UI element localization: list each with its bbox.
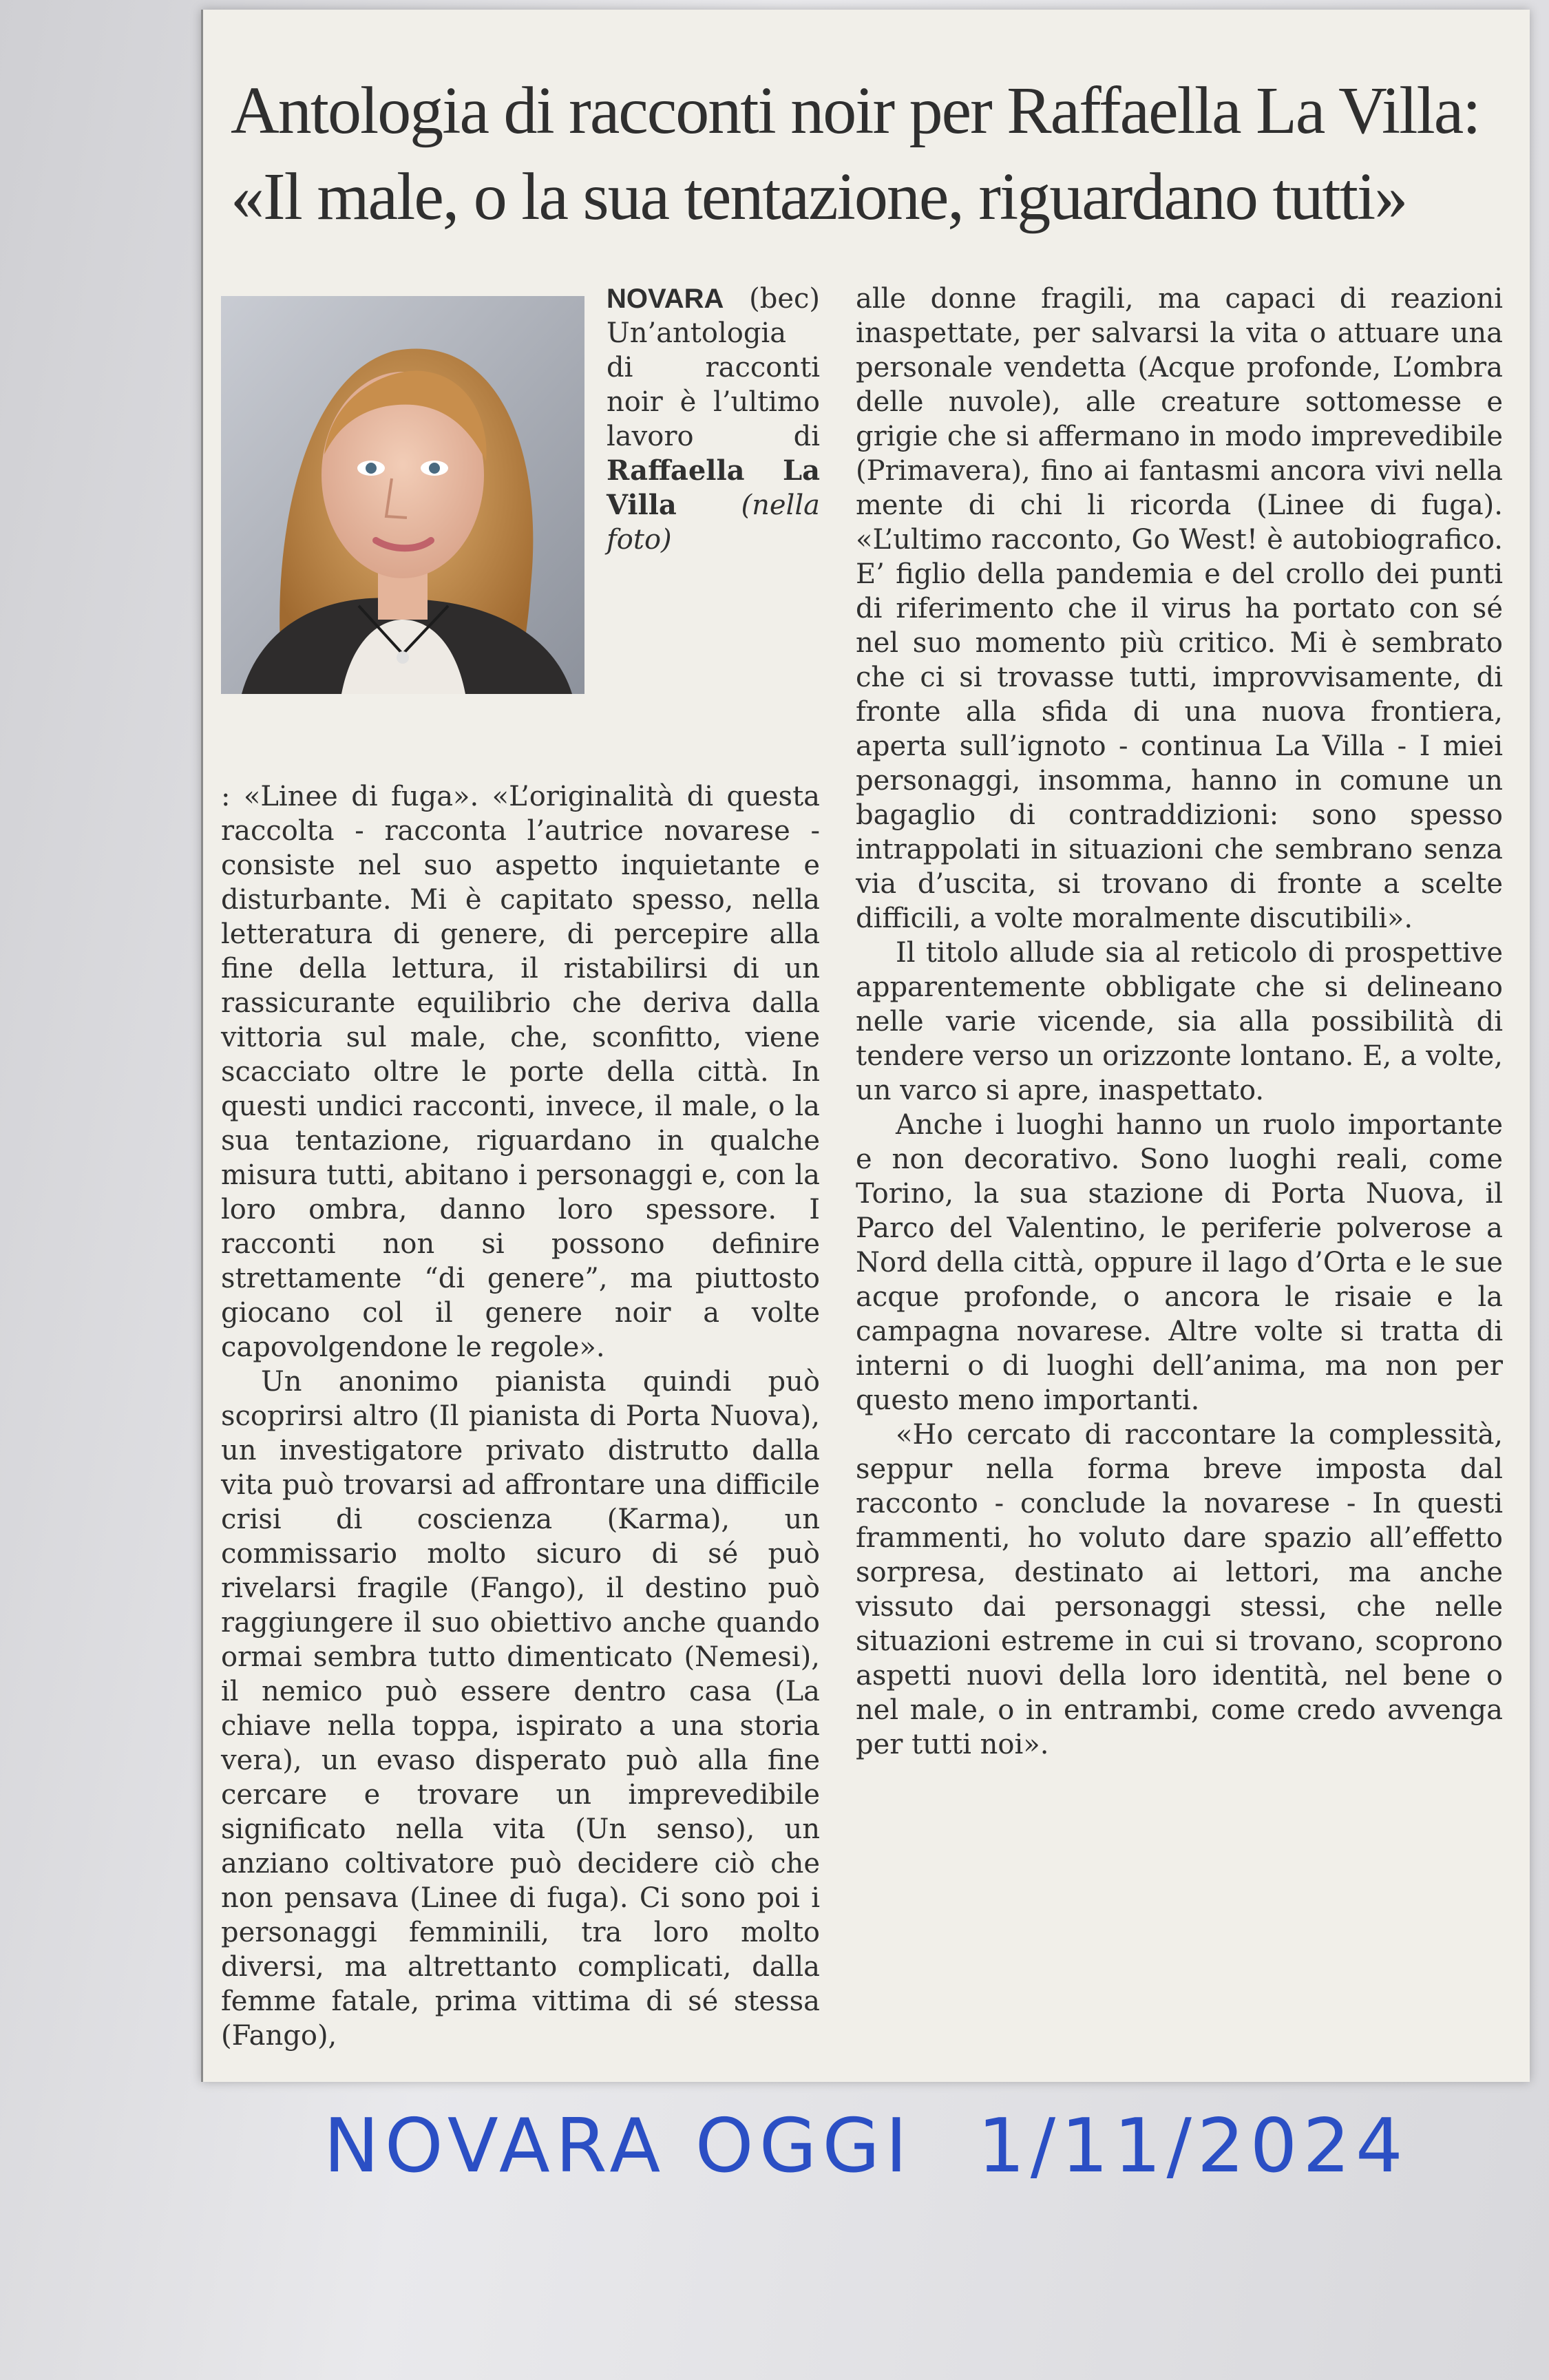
left-column (221, 779, 820, 2053)
article-headline (231, 68, 1511, 240)
lead-paragraph (607, 282, 820, 557)
headline-line-2: «Il male, o la sua tentazione, riguardano tutti» (231, 160, 1407, 234)
author-photo (221, 296, 584, 694)
paragraph-2: Un anonimo pianista quindi può scoprirsi altro (Il pianista di Porta Nuova), un investigatore privato distrutto dalla vita può trovarsi ad affrontare una difficile crisi di coscienza (Karma), un commissario molto sicuro di sé può rivelarsi fragile (Fango), il destino può raggiungere il suo obiettivo anche quando ormai sembra tutto dimenticato (Nemesi), il nemico può essere dentro casa (La chiave nella toppa, ispirato a una storia vera), un evaso disperato può alla fine cercare e trovare un imprevedibile significato nella vita (Un senso), un anziano coltivatore può decidere ciò che non pensava (Linee di fuga). Ci sono poi i personaggi femminili, tra loro molto diversi, ma altrettanto complicati, dalla femme fatale, prima vittima di sé stessa (Fango), (221, 1366, 820, 2052)
paragraph-3: Il titolo allude sia al reticolo di prospettive apparentemente obbligate che si delineano nelle varie vicende, sia alla possibilità di tendere verso un orizzonte lontano. E, a volte, un varco si apre, inaspettato. (856, 937, 1503, 1106)
portrait-image (221, 296, 584, 694)
author-name: Raffaella La Villa (607, 454, 820, 521)
paragraph-2-continued: alle donne fragili, ma capaci di reazioni inaspettate, per salvarsi la vita o attuare una personale vendetta (Acque profonde, L’ombra delle nuvole), alle creature sottomesse e grigie che si affermano in modo imprevedibile (Primavera), fino ai fantasmi ancora vivi nella mente di chi li ricorda (Linee di fuga). «L’ultimo racconto, Go West! è autobiografico. E’ figlio della pandemia e del crollo dei punti di riferimento che il virus ha portato con sé nel suo momento più critico. Mi è sembrato che ci si trovasse tutti, improvvisamente, di fronte alla sfida di una nuova frontiera, aperta sull’ignoto - continua La Villa - I miei personaggi, insomma, hanno in comune un bagaglio di contraddizioni: sono spesso intrappolati in situazioni che sembrano senza via d’uscita, si trovano di fronte a scelte difficili, a volte moralmente discutibili». (856, 283, 1503, 934)
photo-caption: (nella foto) (607, 489, 820, 556)
lead-column (607, 282, 820, 557)
right-column (856, 282, 1503, 1762)
handwritten-date: 1/11/2024 (978, 2103, 1409, 2189)
dateline-byline: (bec) (749, 283, 820, 315)
paragraph-4: Anche i luoghi hanno un ruolo importante e non decorativo. Sono luoghi reali, come Torino, la sua stazione di Porta Nuova, il Parco del Valentino, le periferie polverose a Nord della città, oppure il lago d’Orta e le sue acque profonde, o ancora le risaie e la campagna novarese. Altre volte si tratta di interni o di luoghi dell’anima, ma non per questo meno importanti. (856, 1109, 1503, 1416)
handwritten-source: NOVARA OGGI (324, 2103, 913, 2189)
dateline-city: NOVARA (607, 284, 724, 314)
paragraph-5: «Ho cercato di raccontare la complessità, seppur nella forma breve imposta dal racconto - conclude la novarese - In questi frammenti, ho voluto dare spazio all’effetto sorpresa, destinato ai lettori, ma anche vissuto dai personaggi stessi, che nelle situazioni estreme in cui si trovano, scoprono aspetti nuovi della loro identità, nel bene o nel male, o in entrambi, come credo avvenga per tutti noi». (856, 1419, 1503, 1760)
headline-line-1: Antologia di racconti noir per Raffaella La Villa: (231, 74, 1480, 148)
lead-text: Un’antologia di racconti noir è l’ultimo lavoro di (607, 317, 820, 452)
newspaper-clipping (201, 10, 1530, 2082)
lead-rest-paragraph: : «Linee di fuga». «L’originalità di questa raccolta - racconta l’autrice novarese - consiste nel suo aspetto inquietante e disturbante. Mi è capitato spesso, nella letteratura di genere, di percepire alla fine della lettura, il ristabilirsi di un rassicurante equilibrio che deriva dalla vittoria sul male, che, sconfitto, viene scacciato oltre le porte della città. In questi undici racconti, invece, il male, o la sua tentazione, riguardano in qualche misura tutti, abitano i personaggi e, con la loro ombra, danno loro spessore. I racconti non si possono definire strettamente “di genere”, ma piuttosto giocano col il genere noir a volte capovolgendone le regole». (221, 781, 820, 1363)
